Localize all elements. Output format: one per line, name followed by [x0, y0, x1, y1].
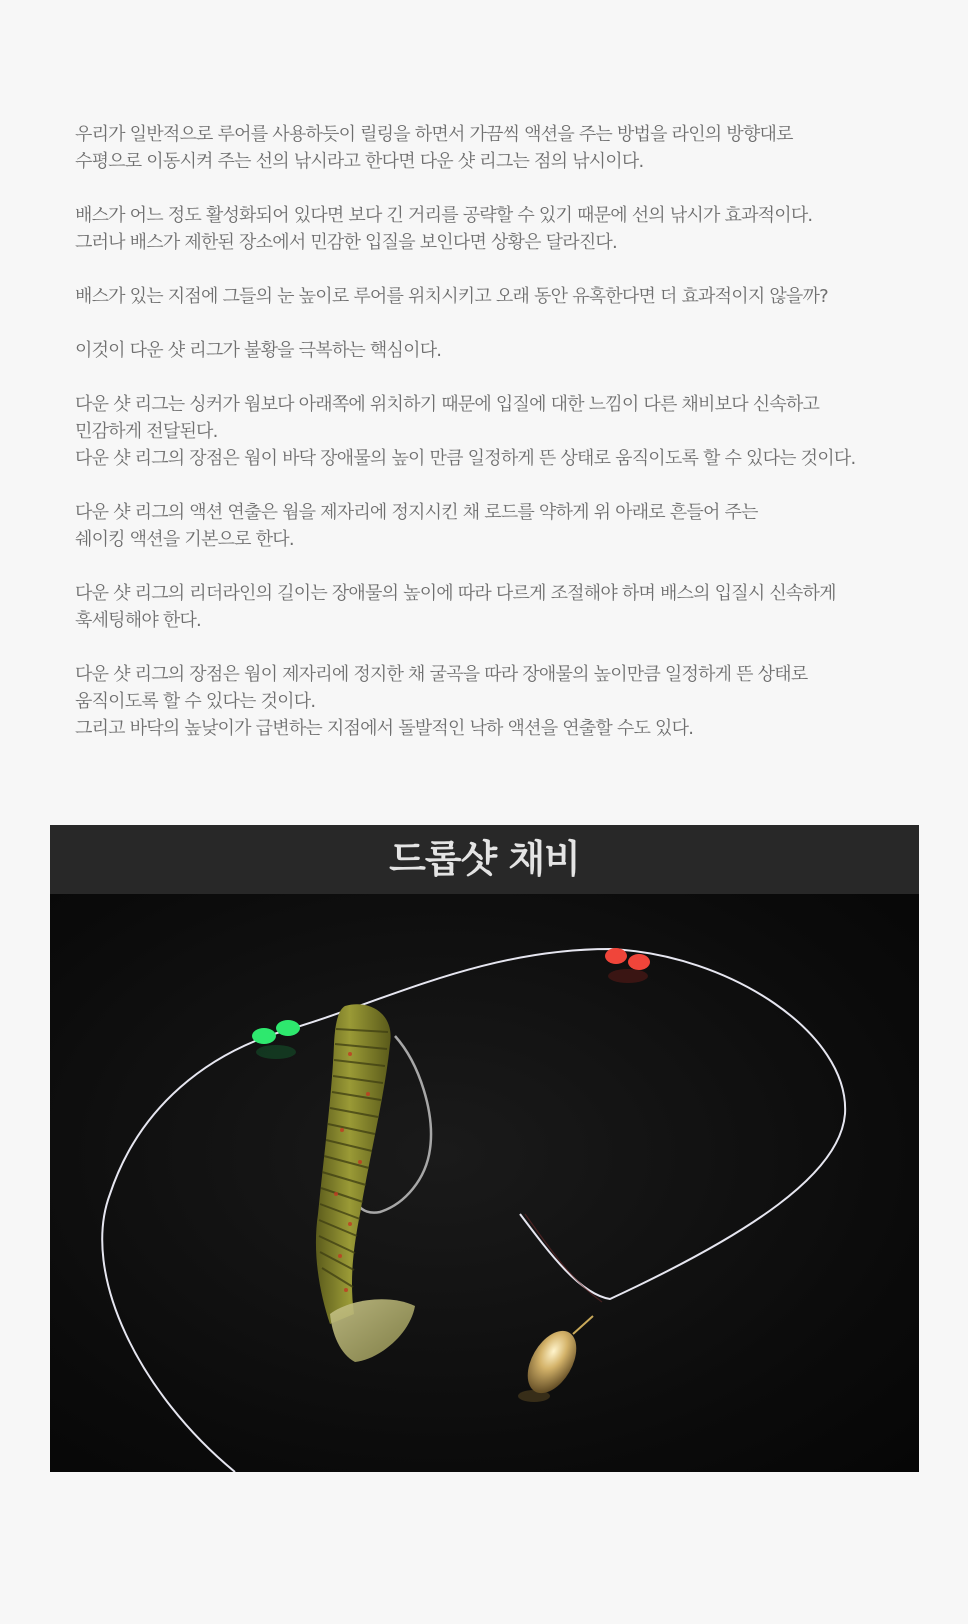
paragraph-line: 우리가 일반적으로 루어를 사용하듯이 릴링을 하면서 가끔씩 액션을 주는 방법을 라인의 방향대로 — [75, 124, 793, 145]
paragraph-line: 다운 샷 리그는 싱커가 웜보다 아래쪽에 위치하기 때문에 입질에 대한 느낌이 다른 채비보다 신속하고 — [75, 394, 820, 415]
paragraph-line: 움직이도록 할 수 있다는 것이다. — [75, 691, 316, 712]
paragraph-7 — [75, 580, 955, 634]
paragraph-line: 다운 샷 리그의 액션 연출은 웜을 제자리에 정지시킨 채 로드를 약하게 위 아래로 흔들어 주는 — [75, 502, 758, 523]
paragraph-line: 다운 샷 리그의 리더라인의 길이는 장애물의 높이에 따라 다르게 조절해야 하며 배스의 입질시 신속하게 — [75, 583, 836, 604]
rig-illustration — [50, 894, 919, 1472]
paragraph-line: 다운 샷 리그의 장점은 웜이 제자리에 정지한 채 굴곡을 따라 장애물의 높이만큼 일정하게 뜬 상태로 — [75, 664, 808, 685]
paragraph-line: 훅세팅해야 한다. — [75, 610, 201, 631]
drop-shot-rig-figure — [50, 825, 919, 1472]
paragraph-line: 그리고 바닥의 높낮이가 급변하는 지점에서 돌발적인 낙하 액션을 연출할 수도 있다. — [75, 718, 694, 739]
paragraph-line: 그러나 배스가 제한된 장소에서 민감한 입질을 보인다면 상황은 달라진다. — [75, 232, 617, 253]
paragraph-line: 쉐이킹 액션을 기본으로 한다. — [75, 529, 294, 550]
paragraph-4 — [75, 337, 955, 364]
paragraph-line: 배스가 어느 정도 활성화되어 있다면 보다 긴 거리를 공략할 수 있기 때문에 선의 낚시가 효과적이다. — [75, 205, 813, 226]
green-bead-reflection — [256, 1045, 296, 1059]
sinker-reflection — [518, 1390, 550, 1402]
paragraph-line: 배스가 있는 지점에 그들의 눈 높이로 루어를 위치시키고 오래 동안 유혹한다면 더 효과적이지 않을까? — [75, 286, 828, 307]
paragraph-line: 민감하게 전달된다. — [75, 421, 218, 442]
paragraph-6 — [75, 499, 955, 553]
sinker-wire — [573, 1316, 593, 1334]
fishing-line — [102, 949, 845, 1472]
green-bead — [252, 1028, 276, 1044]
paragraph-3 — [75, 283, 955, 310]
figure-title: 드롭샷 채비 — [50, 825, 919, 894]
paragraph-1 — [75, 121, 955, 175]
article-text — [75, 121, 955, 769]
paragraph-line: 이것이 다운 샷 리그가 불황을 극복하는 핵심이다. — [75, 340, 442, 361]
drop-shot-rig-photo — [50, 894, 919, 1472]
soft-plastic-worm — [316, 1004, 415, 1362]
bullet-sinker — [518, 1323, 587, 1402]
worm-tail — [330, 1299, 415, 1362]
red-bead-reflection — [608, 969, 648, 983]
paragraph-2 — [75, 202, 955, 256]
paragraph-8 — [75, 661, 955, 742]
green-bead — [276, 1020, 300, 1036]
fishing-line-reflection — [525, 1214, 602, 1302]
paragraph-line: 수평으로 이동시켜 주는 선의 낚시라고 한다면 다운 샷 리그는 점의 낚시이다. — [75, 151, 644, 172]
red-bead — [628, 954, 650, 970]
paragraph-line: 다운 샷 리그의 장점은 웜이 바닥 장애물의 높이 만큼 일정하게 뜬 상태로 움직이도록 할 수 있다는 것이다. — [75, 448, 856, 469]
red-bead — [605, 948, 627, 964]
paragraph-5 — [75, 391, 955, 472]
